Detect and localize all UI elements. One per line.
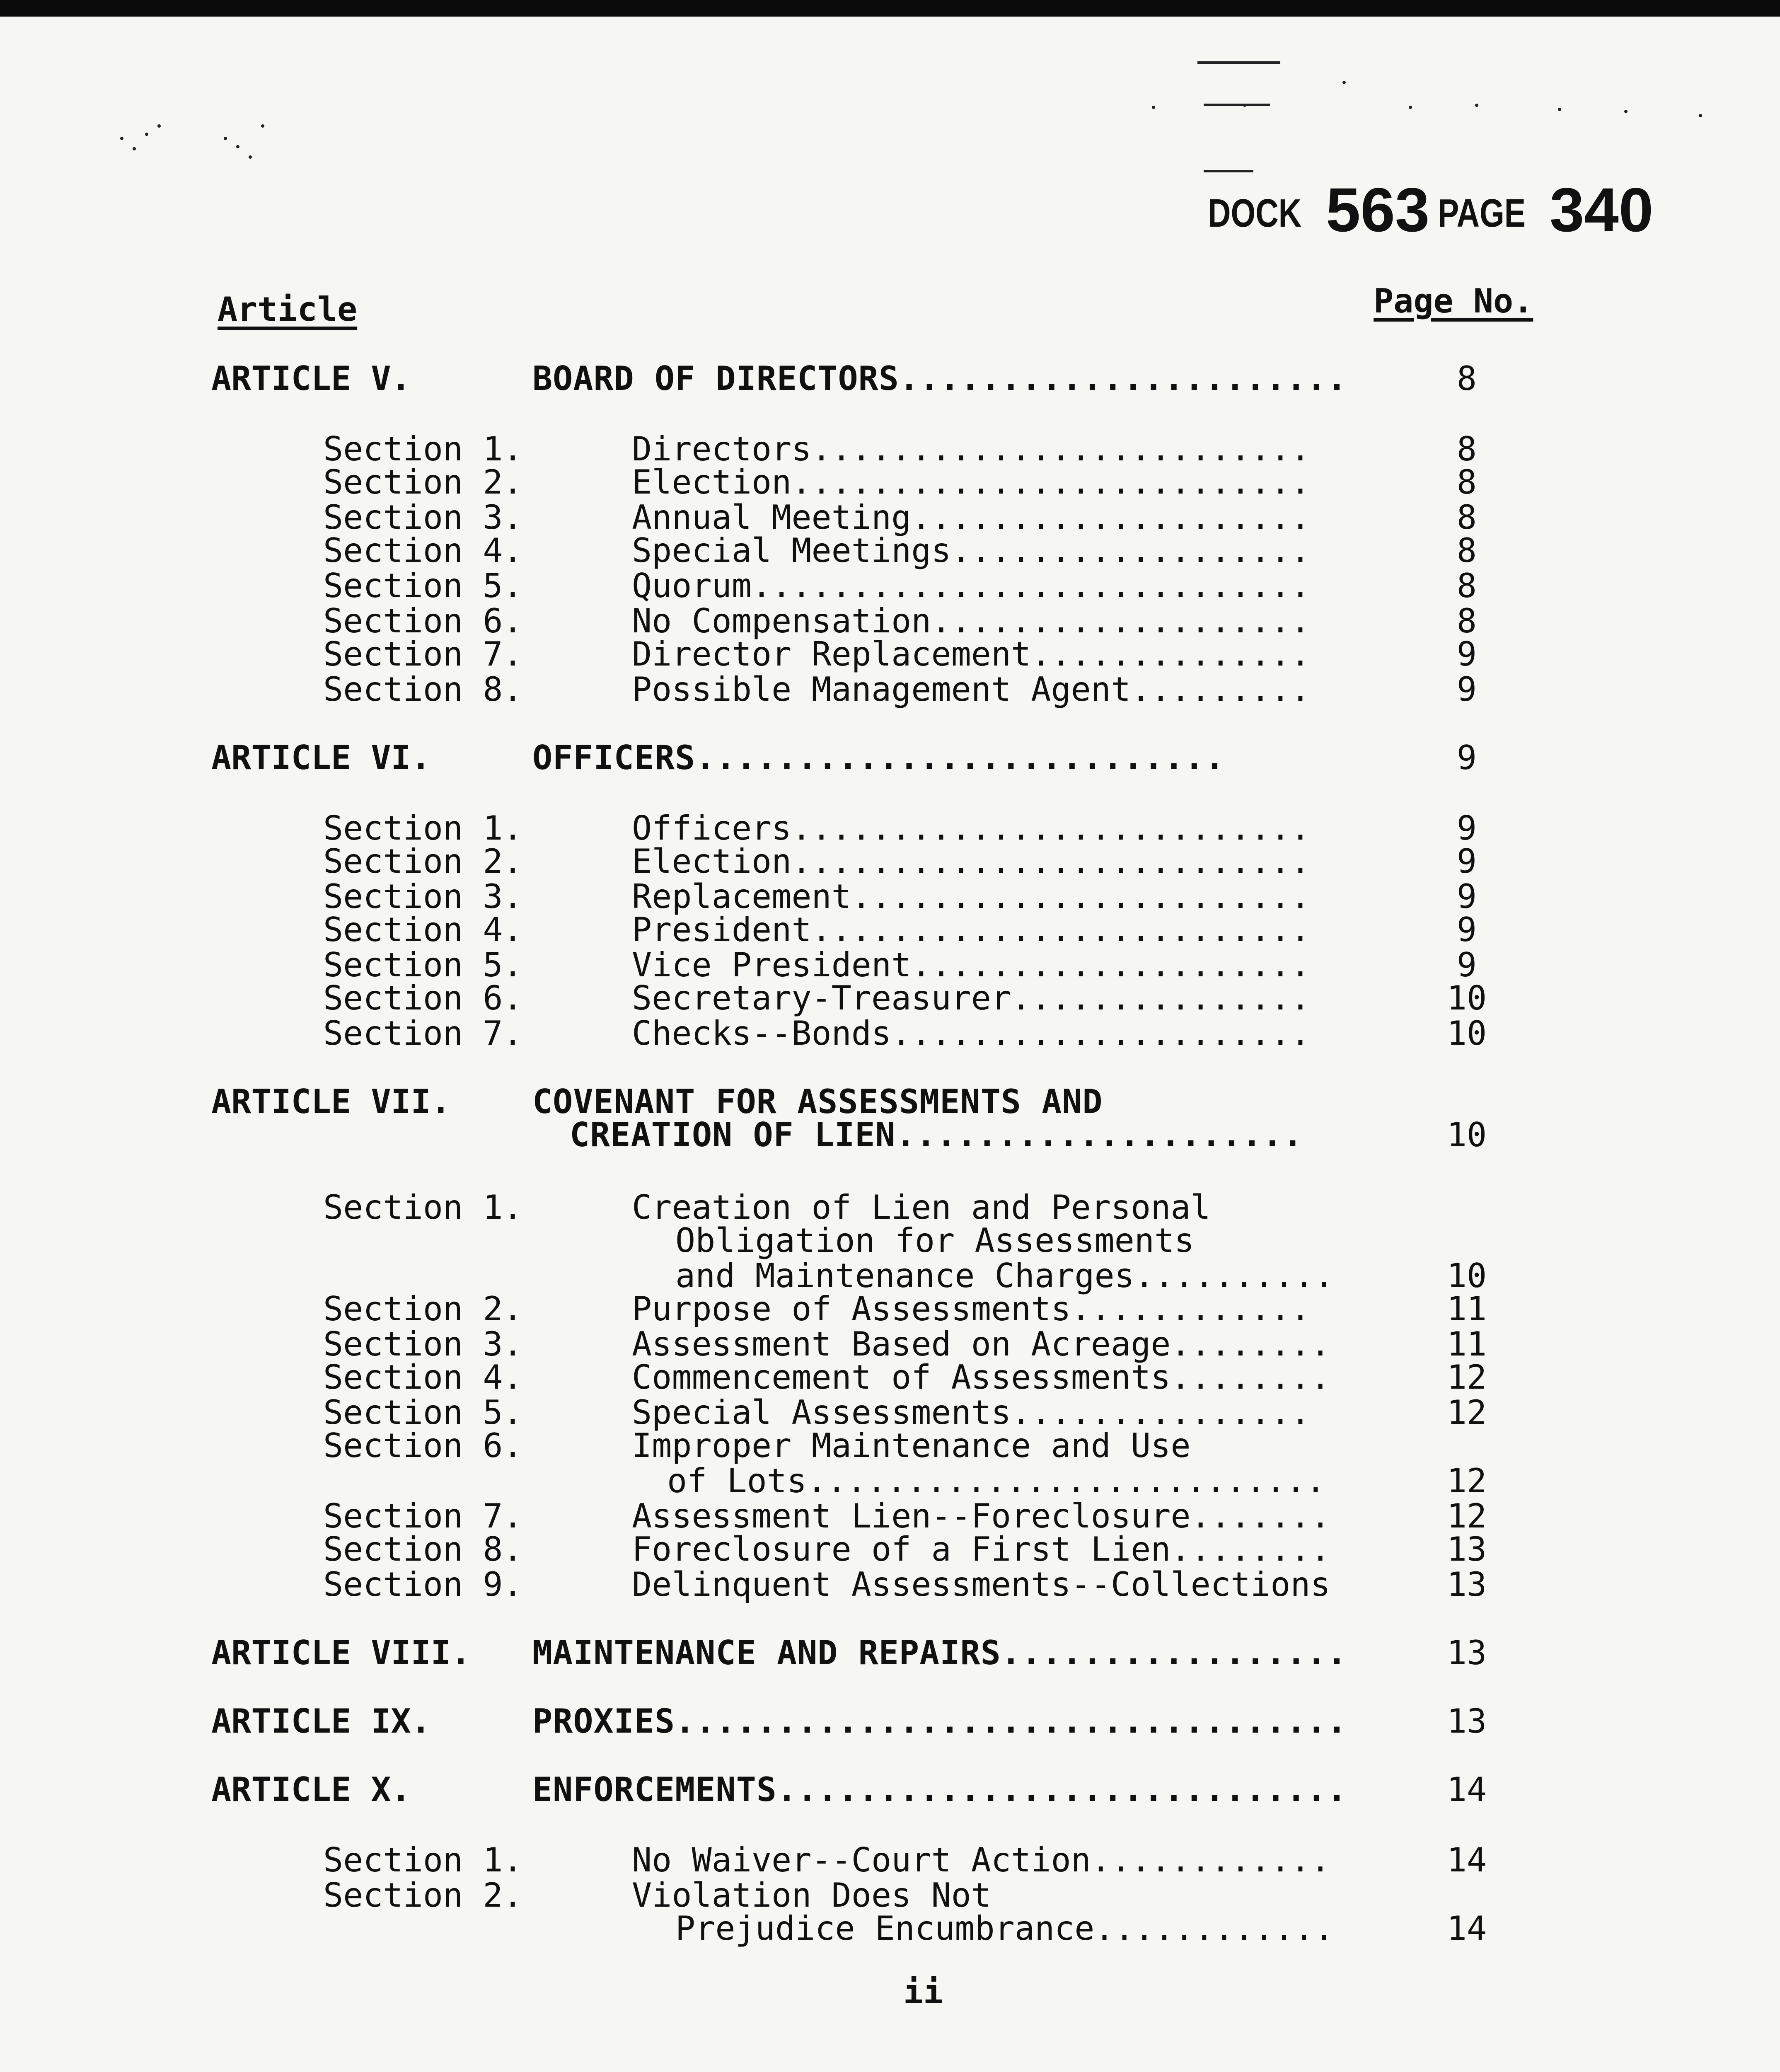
toc-entry-title: Violation Does Not bbox=[632, 1876, 991, 1915]
toc-entry-number: Section 1. bbox=[323, 809, 523, 847]
toc-article-row bbox=[0, 1635, 1780, 1671]
toc-entry-number: Section 5. bbox=[323, 566, 523, 605]
toc-entry-number: ARTICLE VII. bbox=[211, 1082, 451, 1121]
toc-entry-number: Section 7. bbox=[323, 1497, 523, 1535]
toc-entry-page: 14 bbox=[1446, 1770, 1487, 1809]
toc-article-row bbox=[0, 740, 1780, 776]
toc-section-row bbox=[0, 879, 1780, 915]
toc-entry-number: Section 3. bbox=[323, 1325, 523, 1363]
toc-entry-page: 10 bbox=[1446, 1256, 1487, 1295]
toc-entry-number: Section 3. bbox=[323, 877, 523, 916]
toc-entry-page: 9 bbox=[1456, 738, 1477, 777]
toc-section-row bbox=[0, 533, 1780, 569]
toc-entry-number: Section 8. bbox=[323, 670, 523, 709]
toc-article-row bbox=[0, 361, 1780, 397]
toc-entry-number: Section 4. bbox=[323, 1358, 523, 1397]
column-header-page: Page No. bbox=[1374, 282, 1533, 320]
toc-entry-number: Section 5. bbox=[323, 946, 523, 984]
column-header-article: Article bbox=[218, 290, 358, 329]
toc-entry-number: Section 2. bbox=[323, 1876, 523, 1915]
toc-entry-page: 9 bbox=[1456, 635, 1477, 673]
toc-entry-number: Section 1. bbox=[323, 1188, 523, 1227]
toc-entry-title: Creation of Lien and Personal bbox=[632, 1188, 1211, 1227]
toc-entry-title: Directors......................... bbox=[632, 430, 1311, 468]
toc-section-row bbox=[0, 947, 1780, 983]
toc-entry-page: 9 bbox=[1456, 670, 1477, 709]
toc-entry-title: Obligation for Assessments bbox=[675, 1221, 1195, 1260]
toc-entry-title: Director Replacement.............. bbox=[632, 635, 1311, 673]
toc-section-row bbox=[0, 1291, 1780, 1327]
toc-entry-title: Replacement....................... bbox=[632, 877, 1311, 916]
toc-entry-title: COVENANT FOR ASSESSMENTS AND bbox=[532, 1082, 1103, 1121]
toc-entry-page: 8 bbox=[1456, 463, 1477, 501]
toc-section-row bbox=[0, 671, 1780, 708]
toc-entry-number: ARTICLE X. bbox=[211, 1770, 411, 1809]
toc-entry-page: 12 bbox=[1446, 1462, 1487, 1500]
toc-entry-page: 8 bbox=[1456, 602, 1477, 640]
toc-entry-page: 13 bbox=[1446, 1702, 1487, 1740]
toc-article-row bbox=[0, 1772, 1780, 1808]
toc-entry-title: Special Assessments............... bbox=[632, 1393, 1311, 1432]
toc-entry-number: Section 7. bbox=[323, 1014, 523, 1053]
toc-entry-title: Possible Management Agent......... bbox=[632, 670, 1311, 709]
toc-entry-page: 10 bbox=[1446, 979, 1487, 1017]
toc-entry-number: Section 1. bbox=[323, 430, 523, 468]
toc-entry-title: Vice President.................... bbox=[632, 946, 1311, 984]
toc-entry-page: 8 bbox=[1456, 359, 1477, 398]
toc-section-row bbox=[0, 1359, 1780, 1396]
toc-entry-number: Section 6. bbox=[323, 1426, 523, 1465]
toc-entry-title: Foreclosure of a First Lien........ bbox=[632, 1530, 1330, 1569]
toc-section-row bbox=[0, 810, 1780, 847]
toc-entry-title: Special Meetings.................. bbox=[632, 531, 1311, 570]
toc-section-row bbox=[0, 912, 1780, 948]
toc-section-row bbox=[0, 1566, 1780, 1603]
toc-entry-page: 8 bbox=[1456, 531, 1477, 570]
toc-entry-title: Checks--Bonds..................... bbox=[632, 1014, 1311, 1053]
toc-entry-page: 14 bbox=[1446, 1909, 1487, 1948]
toc-entry-page: 12 bbox=[1446, 1497, 1487, 1535]
toc-entry-page: 9 bbox=[1456, 842, 1477, 881]
toc-section-row bbox=[0, 603, 1780, 639]
toc-article-row bbox=[0, 1117, 1780, 1153]
toc-section-row bbox=[0, 1189, 1780, 1226]
toc-entry-title: Election.......................... bbox=[632, 463, 1311, 501]
toc-section-row bbox=[0, 1394, 1780, 1431]
toc-entry-title: ENFORCEMENTS............................ bbox=[532, 1770, 1347, 1809]
toc-entry-number: Section 2. bbox=[323, 463, 523, 501]
stamp-page-number: 340 bbox=[1550, 175, 1654, 244]
toc-entry-number: ARTICLE VIII. bbox=[211, 1634, 471, 1672]
toc-section-row bbox=[0, 1463, 1780, 1499]
toc-entry-title: No Waiver--Court Action............ bbox=[632, 1841, 1330, 1879]
toc-entry-title: No Compensation................... bbox=[632, 602, 1311, 640]
toc-section-row bbox=[0, 568, 1780, 604]
toc-entry-page: 12 bbox=[1446, 1393, 1487, 1432]
toc-entry-title: Commencement of Assessments........ bbox=[632, 1358, 1330, 1397]
toc-article-row bbox=[0, 1084, 1780, 1120]
toc-entry-page: 14 bbox=[1446, 1841, 1487, 1879]
toc-entry-page: 9 bbox=[1456, 877, 1477, 916]
toc-section-row bbox=[0, 843, 1780, 880]
toc-entry-number: Section 2. bbox=[323, 1290, 523, 1328]
toc-entry-number: Section 2. bbox=[323, 842, 523, 881]
toc-entry-title: President......................... bbox=[632, 910, 1311, 949]
toc-entry-title: CREATION OF LIEN.................... bbox=[570, 1116, 1303, 1154]
toc-section-row bbox=[0, 1428, 1780, 1464]
toc-entry-page: 13 bbox=[1446, 1530, 1487, 1569]
toc-entry-title: PROXIES................................. bbox=[532, 1702, 1347, 1740]
toc-entry-number: Section 7. bbox=[323, 635, 523, 673]
toc-entry-title: Election.......................... bbox=[632, 842, 1311, 881]
toc-article-row bbox=[0, 1703, 1780, 1740]
toc-entry-title: Delinquent Assessments--Collections bbox=[632, 1565, 1330, 1604]
toc-entry-title: Officers.......................... bbox=[632, 809, 1311, 847]
docket-stamp bbox=[1202, 166, 1661, 249]
toc-entry-title: of Lots.......................... bbox=[667, 1462, 1326, 1500]
toc-section-row bbox=[0, 499, 1780, 536]
toc-entry-page: 8 bbox=[1456, 430, 1477, 468]
toc-entry-page: 10 bbox=[1446, 1116, 1487, 1154]
toc-entry-title: Improper Maintenance and Use bbox=[632, 1426, 1191, 1465]
toc-section-row bbox=[0, 1222, 1780, 1259]
toc-entry-number: Section 5. bbox=[323, 1393, 523, 1432]
toc-section-row bbox=[0, 431, 1780, 467]
toc-entry-title: Purpose of Assessments............ bbox=[632, 1290, 1311, 1328]
stamp-rule-mid bbox=[1204, 104, 1270, 106]
toc-entry-page: 10 bbox=[1446, 1014, 1487, 1053]
toc-section-row bbox=[0, 1910, 1780, 1947]
toc-entry-number: Section 3. bbox=[323, 498, 523, 537]
stamp-book-label: DOCK bbox=[1208, 191, 1302, 235]
footer-page-number: ii bbox=[903, 1973, 943, 2011]
toc-entry-number: Section 6. bbox=[323, 602, 523, 640]
toc-entry-number: Section 4. bbox=[323, 910, 523, 949]
scan-border-top bbox=[0, 0, 1780, 17]
toc-entry-number: Section 9. bbox=[323, 1565, 523, 1604]
toc-entry-page: 11 bbox=[1446, 1290, 1487, 1328]
toc-entry-page: 8 bbox=[1456, 566, 1477, 605]
toc-entry-title: Quorum............................ bbox=[632, 566, 1311, 605]
toc-entry-title: Secretary-Treasurer............... bbox=[632, 979, 1311, 1017]
toc-section-row bbox=[0, 1842, 1780, 1878]
toc-entry-page: 13 bbox=[1446, 1565, 1487, 1604]
toc-entry-number: ARTICLE IX. bbox=[211, 1702, 431, 1740]
toc-section-row bbox=[0, 636, 1780, 673]
toc-section-row bbox=[0, 1498, 1780, 1535]
toc-entry-number: ARTICLE VI. bbox=[211, 738, 431, 777]
toc-entry-title: Prejudice Encumbrance............ bbox=[675, 1909, 1334, 1948]
toc-entry-number: Section 6. bbox=[323, 979, 523, 1017]
toc-section-row bbox=[0, 1258, 1780, 1294]
toc-section-row bbox=[0, 1531, 1780, 1568]
toc-section-row bbox=[0, 980, 1780, 1017]
toc-entry-title: OFFICERS.......................... bbox=[532, 738, 1225, 777]
toc-entry-page: 8 bbox=[1456, 498, 1477, 537]
toc-entry-title: MAINTENANCE AND REPAIRS................. bbox=[532, 1634, 1347, 1672]
toc-entry-title: Assessment Based on Acreage........ bbox=[632, 1325, 1330, 1363]
toc-section-row bbox=[0, 1326, 1780, 1363]
toc-section-row bbox=[0, 1015, 1780, 1052]
toc-entry-title: Annual Meeting.................... bbox=[632, 498, 1311, 537]
stamp-rule-top bbox=[1197, 61, 1280, 64]
stamp-book-number: 563 bbox=[1326, 175, 1430, 244]
toc-entry-number: Section 8. bbox=[323, 1530, 523, 1569]
toc-entry-title: BOARD OF DIRECTORS...................... bbox=[532, 359, 1347, 398]
toc-entry-number: Section 4. bbox=[323, 531, 523, 570]
toc-entry-page: 9 bbox=[1456, 946, 1477, 984]
toc-section-row bbox=[0, 1877, 1780, 1914]
toc-entry-page: 9 bbox=[1456, 910, 1477, 949]
toc-entry-page: 11 bbox=[1446, 1325, 1487, 1363]
toc-entry-page: 13 bbox=[1446, 1634, 1487, 1672]
toc-entry-number: Section 1. bbox=[323, 1841, 523, 1879]
toc-entry-number: ARTICLE V. bbox=[211, 359, 411, 398]
toc-entry-page: 9 bbox=[1456, 809, 1477, 847]
stamp-page-label: PAGE bbox=[1438, 191, 1526, 235]
toc-entry-title: Assessment Lien--Foreclosure....... bbox=[632, 1497, 1330, 1535]
toc-entry-title: and Maintenance Charges.......... bbox=[675, 1256, 1334, 1295]
toc-entry-page: 12 bbox=[1446, 1358, 1487, 1397]
toc-section-row bbox=[0, 464, 1780, 501]
